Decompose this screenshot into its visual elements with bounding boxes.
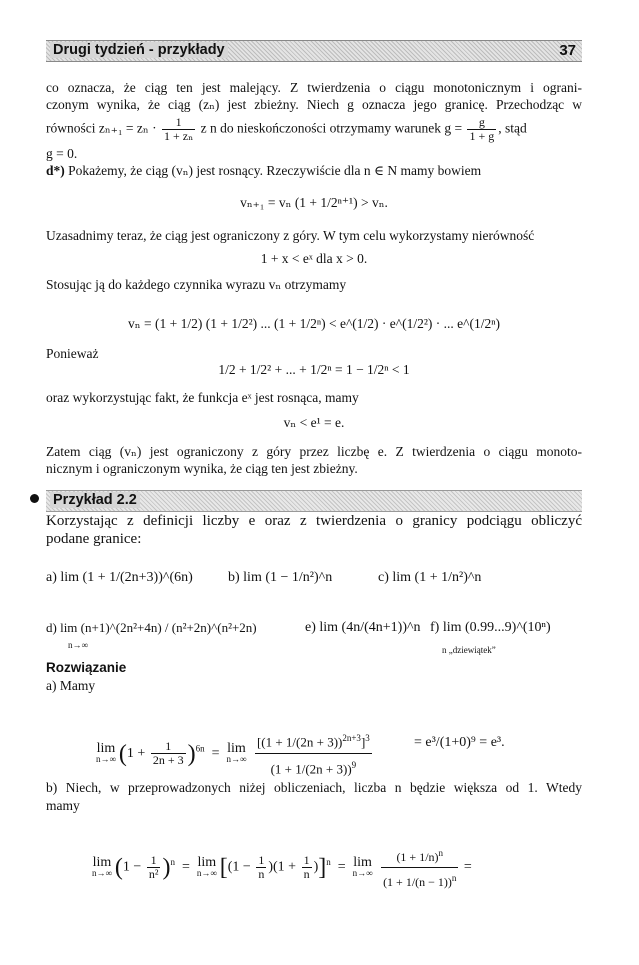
solution-b-line1: b) Niech, w przeprowadzonych niżej obliczeniach, liczba n będzie większa od 1. Wtedy: [46, 780, 582, 795]
solution-a-formula: lim n→∞ (1 + $\frac{1}{2n + 3}$ )$^{6n}$ = lim n→∞ $\frac{[(1 + 1/(2n + 3))^{2n+3}]^3}{(1 + 1/(2n + 3))^9}$: [96, 727, 374, 781]
para1-line3: [46, 116, 582, 143]
example-task-line1: Korzystając z definicji liczby e oraz z twierdzenia o granicy podciągu obliczyć: [46, 513, 582, 529]
part-d-intro: [46, 162, 582, 179]
item-b: b) lim (1 − 1/n²)^n: [228, 570, 333, 585]
solution-b-line2: mamy: [46, 798, 80, 813]
para1-line4: g = 0.: [46, 146, 78, 161]
formula-5: vₙ < e¹ = e.: [283, 415, 345, 430]
lim-subscript: n→∞: [68, 640, 88, 650]
part-d-text2: Uzasadnimy teraz, że ciąg jest ograniczony z góry. W tym celu wykorzystamy nierówność: [46, 228, 535, 243]
page-number: 37: [559, 42, 576, 59]
part-d-intro-text: Pokażemy, że ciąg (vₙ) jest rosnący. Rzeczywiście dla n ∈ N mamy bowiem: [68, 163, 482, 178]
item-d: d) lim (n+1)^(2n²+4n) / (n²+2n)^(n²+2n): [46, 620, 257, 635]
part-d-text6-line1: Zatem ciąg (vₙ) jest ograniczony z góry przez liczbę e. Z twierdzenia o ciągu monoto-: [46, 444, 582, 459]
formula-2: 1 + x < eˣ dla x > 0.: [260, 251, 368, 266]
para1-line3-b: z n do nieskończoności otrzymamy warunek g =: [200, 120, 463, 136]
part-d-text3: Stosując ją do każdego czynnika wyrazu vₙ otrzymamy: [46, 277, 347, 292]
solution-a-result: = e³/(1+0)⁹ = e³.: [414, 735, 505, 750]
formula-4: 1/2 + 1/2² + ... + 1/2ⁿ = 1 − 1/2ⁿ < 1: [218, 362, 410, 377]
part-d-text6-line2: nicznym i ograniczonym wynika, że ciąg ten jest zbieżny.: [46, 461, 358, 476]
solution-a-label: a) Mamy: [46, 678, 96, 693]
page-header-title: Drugi tydzień - przykłady: [50, 42, 228, 58]
example-task-line2: podane granice:: [46, 531, 142, 547]
item-a: a) lim (1 + 1/(2n+3))^(6n): [46, 570, 193, 585]
example-header: [46, 490, 582, 512]
fraction: $\frac{1}{\text{1 + zₙ}}$: [163, 115, 194, 143]
bullet-icon: [30, 494, 39, 503]
part-d-text5: oraz wykorzystując fakt, że funkcja eˣ jest rosnąca, mamy: [46, 390, 359, 405]
para1-line3-a: równości zₙ₊₁ = zₙ ·: [46, 120, 157, 136]
page-header: [46, 40, 582, 62]
formula-3: vₙ = (1 + 1/2) (1 + 1/2²) ... (1 + 1/2ⁿ) < e^(1/2) · e^(1/2²) · ... e^(1/2ⁿ): [128, 316, 500, 331]
para1-line1: co oznacza, że ciąg ten jest malejący. Z twierdzenia o ciągu monotonicznym i ograni-: [46, 80, 582, 95]
para1-line3-c: , stąd: [498, 120, 527, 136]
fraction: $\frac{g}{1 + g}$: [469, 115, 495, 143]
f-caption: n „dziewiątek”: [442, 645, 496, 655]
example-title: Przykład 2.2: [50, 492, 140, 508]
item-f: f) lim (0.99...9)^(10ⁿ): [430, 620, 551, 635]
part-d-text4: Ponieważ: [46, 346, 99, 361]
solution-title: Rozwiązanie: [46, 660, 127, 675]
part-d-label: d*): [46, 163, 65, 178]
formula-1: vₙ₊₁ = vₙ (1 + 1/2ⁿ⁺¹) > vₙ.: [240, 195, 388, 210]
solution-b-formula: lim n→∞ (1 − $\frac{1}{\text{n²}}$ )$^n$ = lim n→∞ [(1 − $\frac{1}{n}$ )(1 + $\frac{1}{n}$ )]$^n$ = lim n→∞ $\frac{(1 + 1/n)^n}{(1 + 1/(n - 1))^n}$ =: [92, 843, 472, 892]
item-e: e) lim (4n/(4n+1))^n: [305, 620, 421, 635]
para1-line2: czonym wynika, że ciąg (zₙ) jest zbieżny. Niech g oznacza jego granicę. Przechodząc w: [46, 97, 582, 112]
item-c: c) lim (1 + 1/n²)^n: [378, 570, 482, 585]
